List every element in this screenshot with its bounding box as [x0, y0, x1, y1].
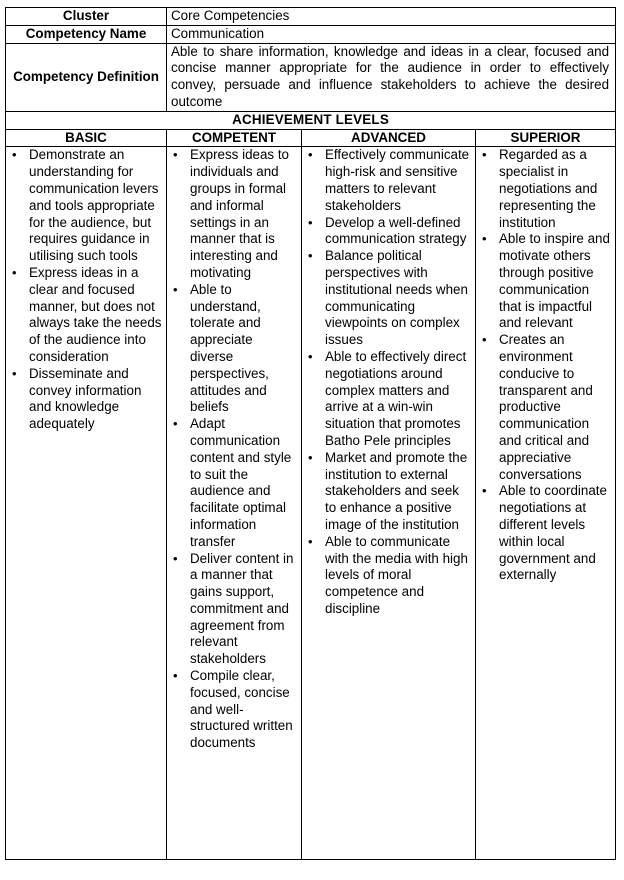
cluster-value: Core Competencies [167, 8, 616, 26]
list-item: • Able to effectively direct negotiations around complex matters and arrive at a win-win situation that promotes Batho Pele principles [306, 349, 471, 450]
superior-cell [476, 147, 616, 860]
list-item: • Market and promote the institution to external stakeholders and seek to enhance a positive image of the institution [306, 450, 471, 534]
level-header-advanced: ADVANCED [302, 129, 476, 147]
competency-name-label: Competency Name [6, 25, 167, 43]
level-content-row [6, 147, 616, 860]
competency-name-row [6, 25, 616, 43]
list-item: • Demonstrate an understanding for communication levers and tools appropriate for the audience, but requires guidance in utilising such tools [10, 147, 162, 265]
competency-definition-row [6, 43, 616, 111]
cluster-label: Cluster [6, 8, 167, 26]
list-item: • Regarded as a specialist in negotiations and representing the institution [480, 147, 611, 231]
advanced-list [306, 147, 471, 617]
superior-list [480, 147, 611, 584]
competency-definition-label: Competency Definition [6, 43, 167, 111]
competency-definition-value: Able to share information, knowledge and ideas in a clear, focused and concise manner appropriate for the audience in order to effectively convey, persuade and influence stakeholders to achieve the desired outcome [167, 43, 616, 111]
achievement-levels-title: ACHIEVEMENT LEVELS [6, 111, 616, 129]
list-item: • Deliver content in a manner that gains support, commitment and agreement from relevant stakeholders [171, 551, 297, 669]
competency-table [5, 7, 616, 860]
competent-list [171, 147, 297, 752]
basic-list [10, 147, 162, 433]
competency-name-value: Communication [167, 25, 616, 43]
list-item: • Express ideas in a clear and focused manner, but does not always take the needs of the audience into consideration [10, 265, 162, 366]
advanced-cell [302, 147, 476, 860]
list-item: • Able to communicate with the media with high levels of moral competence and discipline [306, 534, 471, 618]
list-item: • Effectively communicate high-risk and sensitive matters to relevant stakeholders [306, 147, 471, 214]
list-item: • Able to understand, tolerate and appreciate diverse perspectives, attitudes and beliefs [171, 282, 297, 416]
list-item: • Balance political perspectives with institutional needs when communicating viewpoints on complex issues [306, 248, 471, 349]
level-header-superior: SUPERIOR [476, 129, 616, 147]
achievement-levels-row [6, 111, 616, 129]
list-item: • Able to inspire and motivate others through positive communication that is impactful and relevant [480, 231, 611, 332]
level-headers-row [6, 129, 616, 147]
list-item: • Able to coordinate negotiations at different levels within local government and externally [480, 483, 611, 584]
list-item: • Disseminate and convey information and knowledge adequately [10, 366, 162, 433]
list-item: • Develop a well-defined communication strategy [306, 215, 471, 249]
list-item: • Adapt communication content and style to suit the audience and facilitate optimal information transfer [171, 416, 297, 550]
cluster-row [6, 8, 616, 26]
competent-cell [167, 147, 302, 860]
level-header-competent: COMPETENT [167, 129, 302, 147]
list-item: • Compile clear, focused, concise and well-structured written documents [171, 668, 297, 752]
basic-cell [6, 147, 167, 860]
level-header-basic: BASIC [6, 129, 167, 147]
list-item: • Creates an environment conducive to transparent and productive communication and critical and appreciative conversations [480, 332, 611, 483]
list-item: • Express ideas to individuals and groups in formal and informal settings in an manner that is interesting and motivating [171, 147, 297, 281]
